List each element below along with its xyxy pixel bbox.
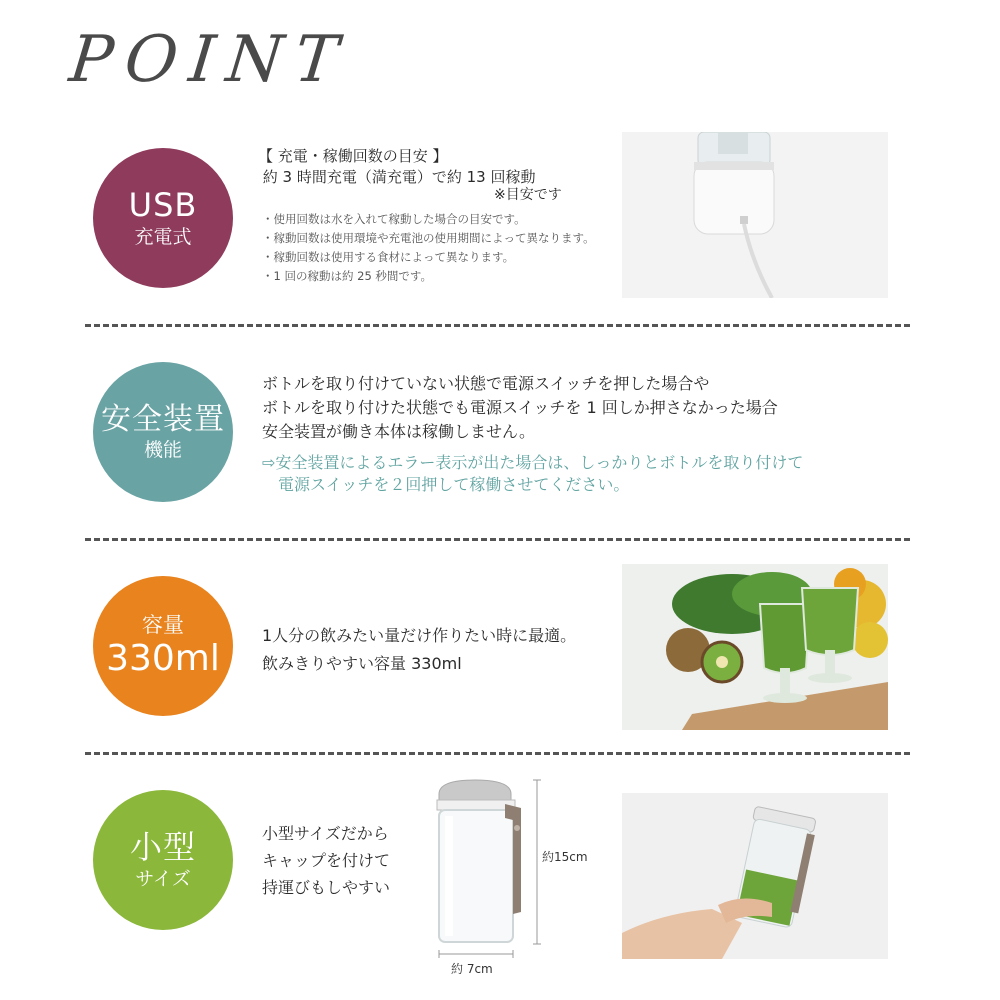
width-label: 約 7cm — [451, 962, 493, 976]
capacity-badge-top: 容量 — [142, 612, 184, 637]
usb-note-item: ・使用回数は水を入れて稼動した場合の目安です。 — [262, 212, 526, 226]
compact-line: 小型サイズだから — [262, 824, 389, 843]
capacity-line: 飲みきりやすい容量 330ml — [262, 654, 462, 673]
capacity-description — [262, 622, 576, 678]
usb-circle-badge — [93, 148, 233, 288]
section-divider — [85, 752, 910, 755]
usb-estimate-note: ※目安です — [494, 187, 562, 203]
usb-note-item: ・稼動回数は使用環境や充電池の使用期間によって異なります。 — [262, 231, 595, 245]
hand-bottle-photo — [622, 793, 888, 959]
usb-badge-sub: 充電式 — [134, 226, 192, 249]
safety-circle-badge — [93, 362, 233, 502]
section-divider — [85, 324, 910, 327]
compact-description — [262, 820, 390, 901]
compact-badge-sub: サイズ — [135, 868, 191, 891]
safety-line: ボトルを取り付けていない状態で電源スイッチを押した場合や — [262, 374, 710, 393]
safety-description — [262, 372, 778, 444]
usb-charge-line: 約 3 時間充電（満充電）で約 13 回稼動 — [258, 168, 536, 186]
smoothie-photo — [622, 564, 888, 730]
usb-product-photo — [622, 132, 888, 298]
compact-badge-main: 小型 — [129, 827, 196, 866]
capacity-badge-big: 330ml — [106, 637, 220, 679]
hand-holding-bottle-illustration — [622, 793, 888, 959]
usb-note-item: ・1 回の稼動は約 25 秒間です。 — [262, 269, 432, 283]
compact-circle-badge — [93, 790, 233, 930]
safety-line: ボトルを取り付けた状態でも電源スイッチを 1 回しか押さなかった場合 — [262, 398, 778, 417]
height-label: 約15cm — [542, 850, 588, 864]
compact-line: キャップを付けて — [262, 851, 391, 870]
safety-tip — [262, 452, 803, 496]
section-divider — [85, 538, 910, 541]
blender-usb-illustration — [622, 132, 888, 298]
bottle-icon — [425, 772, 605, 982]
safety-line: 安全装置が働き本体は稼働しません。 — [262, 422, 535, 441]
usb-notes-list — [262, 210, 595, 286]
safety-tip-line: ⇨安全装置によるエラー表示が出た場合は、しっかりとボトルを取り付けて — [262, 453, 804, 472]
page-title: POINT — [66, 23, 354, 97]
safety-badge-sub: 機能 — [143, 439, 182, 462]
capacity-line: 1人分の飲みたい量だけ作りたい時に最適。 — [262, 626, 577, 645]
usb-note-item: ・稼動回数は使用する食材によって異なります。 — [262, 250, 515, 264]
compact-line: 持運びもしやすい — [262, 878, 391, 897]
usb-heading: 【 充電・稼働回数の目安 】 — [258, 147, 448, 165]
usb-badge-main: USB — [128, 185, 198, 224]
safety-badge-main: 安全装置 — [101, 402, 225, 438]
bottle-dimension-diagram — [425, 772, 605, 982]
green-smoothie-illustration — [622, 564, 888, 730]
capacity-circle-badge — [93, 576, 233, 716]
safety-tip-line: 電源スイッチを２回押して稼働させてください。 — [262, 475, 630, 494]
